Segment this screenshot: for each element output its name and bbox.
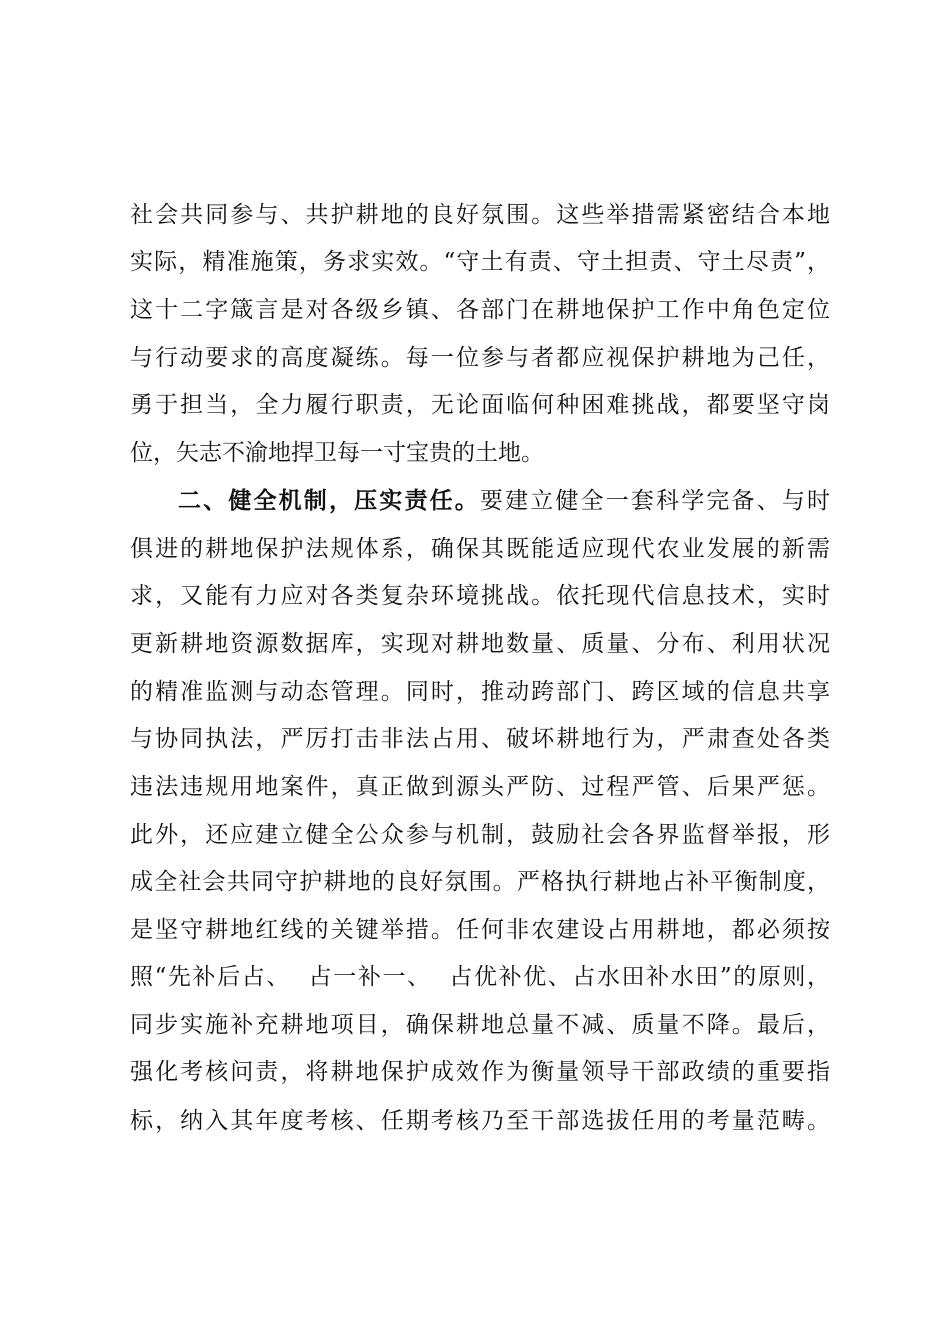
- text-line: 求，又能有力应对各类复杂环境挑战。依托现代信息技术，实时: [130, 583, 830, 609]
- text-line: 实际，精准施策，务求实效。“守土有责、守土担责、守土尽责”，: [130, 249, 830, 275]
- paragraph-first-line: [178, 479, 830, 523]
- section-heading: 二、健全机制，压实责任。: [178, 488, 480, 514]
- text-line: 勇于担当，全力履行职责，无论面临何种困难挑战，都要坚守岗: [130, 392, 830, 418]
- text-line: 与行动要求的高度凝练。每一位参与者都应视保护耕地为己任，: [130, 345, 830, 371]
- text-line: 更新耕地资源数据库，实现对耕地数量、质量、分布、利用状况: [130, 631, 830, 657]
- text-line: 此外，还应建立健全公众参与机制，鼓励社会各界监督举报，形: [130, 822, 830, 848]
- text-line: 标，纳入其年度考核、任期考核乃至干部选拔任用的考量范畴。: [130, 1108, 830, 1134]
- text-line: 俱进的耕地保护法规体系，确保其既能适应现代农业发展的新需: [130, 536, 830, 562]
- text-line: 社会共同参与、共护耕地的良好氛围。这些举措需紧密结合本地: [130, 202, 830, 228]
- text-line: 与协同执法，严厉打击非法占用、破坏耕地行为，严肃查处各类: [130, 726, 830, 752]
- text-run: 要建立健全一套科学完备、与时: [479, 488, 831, 514]
- text-line: 是坚守耕地红线的关键举措。任何非农建设占用耕地，都必须按: [130, 917, 830, 943]
- text-line: 这十二字箴言是对各级乡镇、各部门在耕地保护工作中角色定位: [130, 297, 830, 323]
- text-line: 照“先补后占、 占一补一、 占优补优、占水田补水田”的原则，: [130, 964, 830, 990]
- text-line: 违法违规用地案件，真正做到源头严防、过程严管、后果严惩。: [130, 774, 830, 800]
- text-line: 成全社会共同守护耕地的良好氛围。严格执行耕地占补平衡制度，: [130, 869, 830, 895]
- text-line: 强化考核问责，将耕地保护成效作为衡量领导干部政绩的重要指: [130, 1059, 830, 1085]
- text-line: 的精准监测与动态管理。同时，推动跨部门、跨区域的信息共享: [130, 679, 830, 705]
- text-line: 位，矢志不渝地捍卫每一寸宝贵的土地。: [130, 440, 544, 466]
- text-line: 同步实施补充耕地项目，确保耕地总量不减、质量不降。最后，: [130, 1012, 830, 1038]
